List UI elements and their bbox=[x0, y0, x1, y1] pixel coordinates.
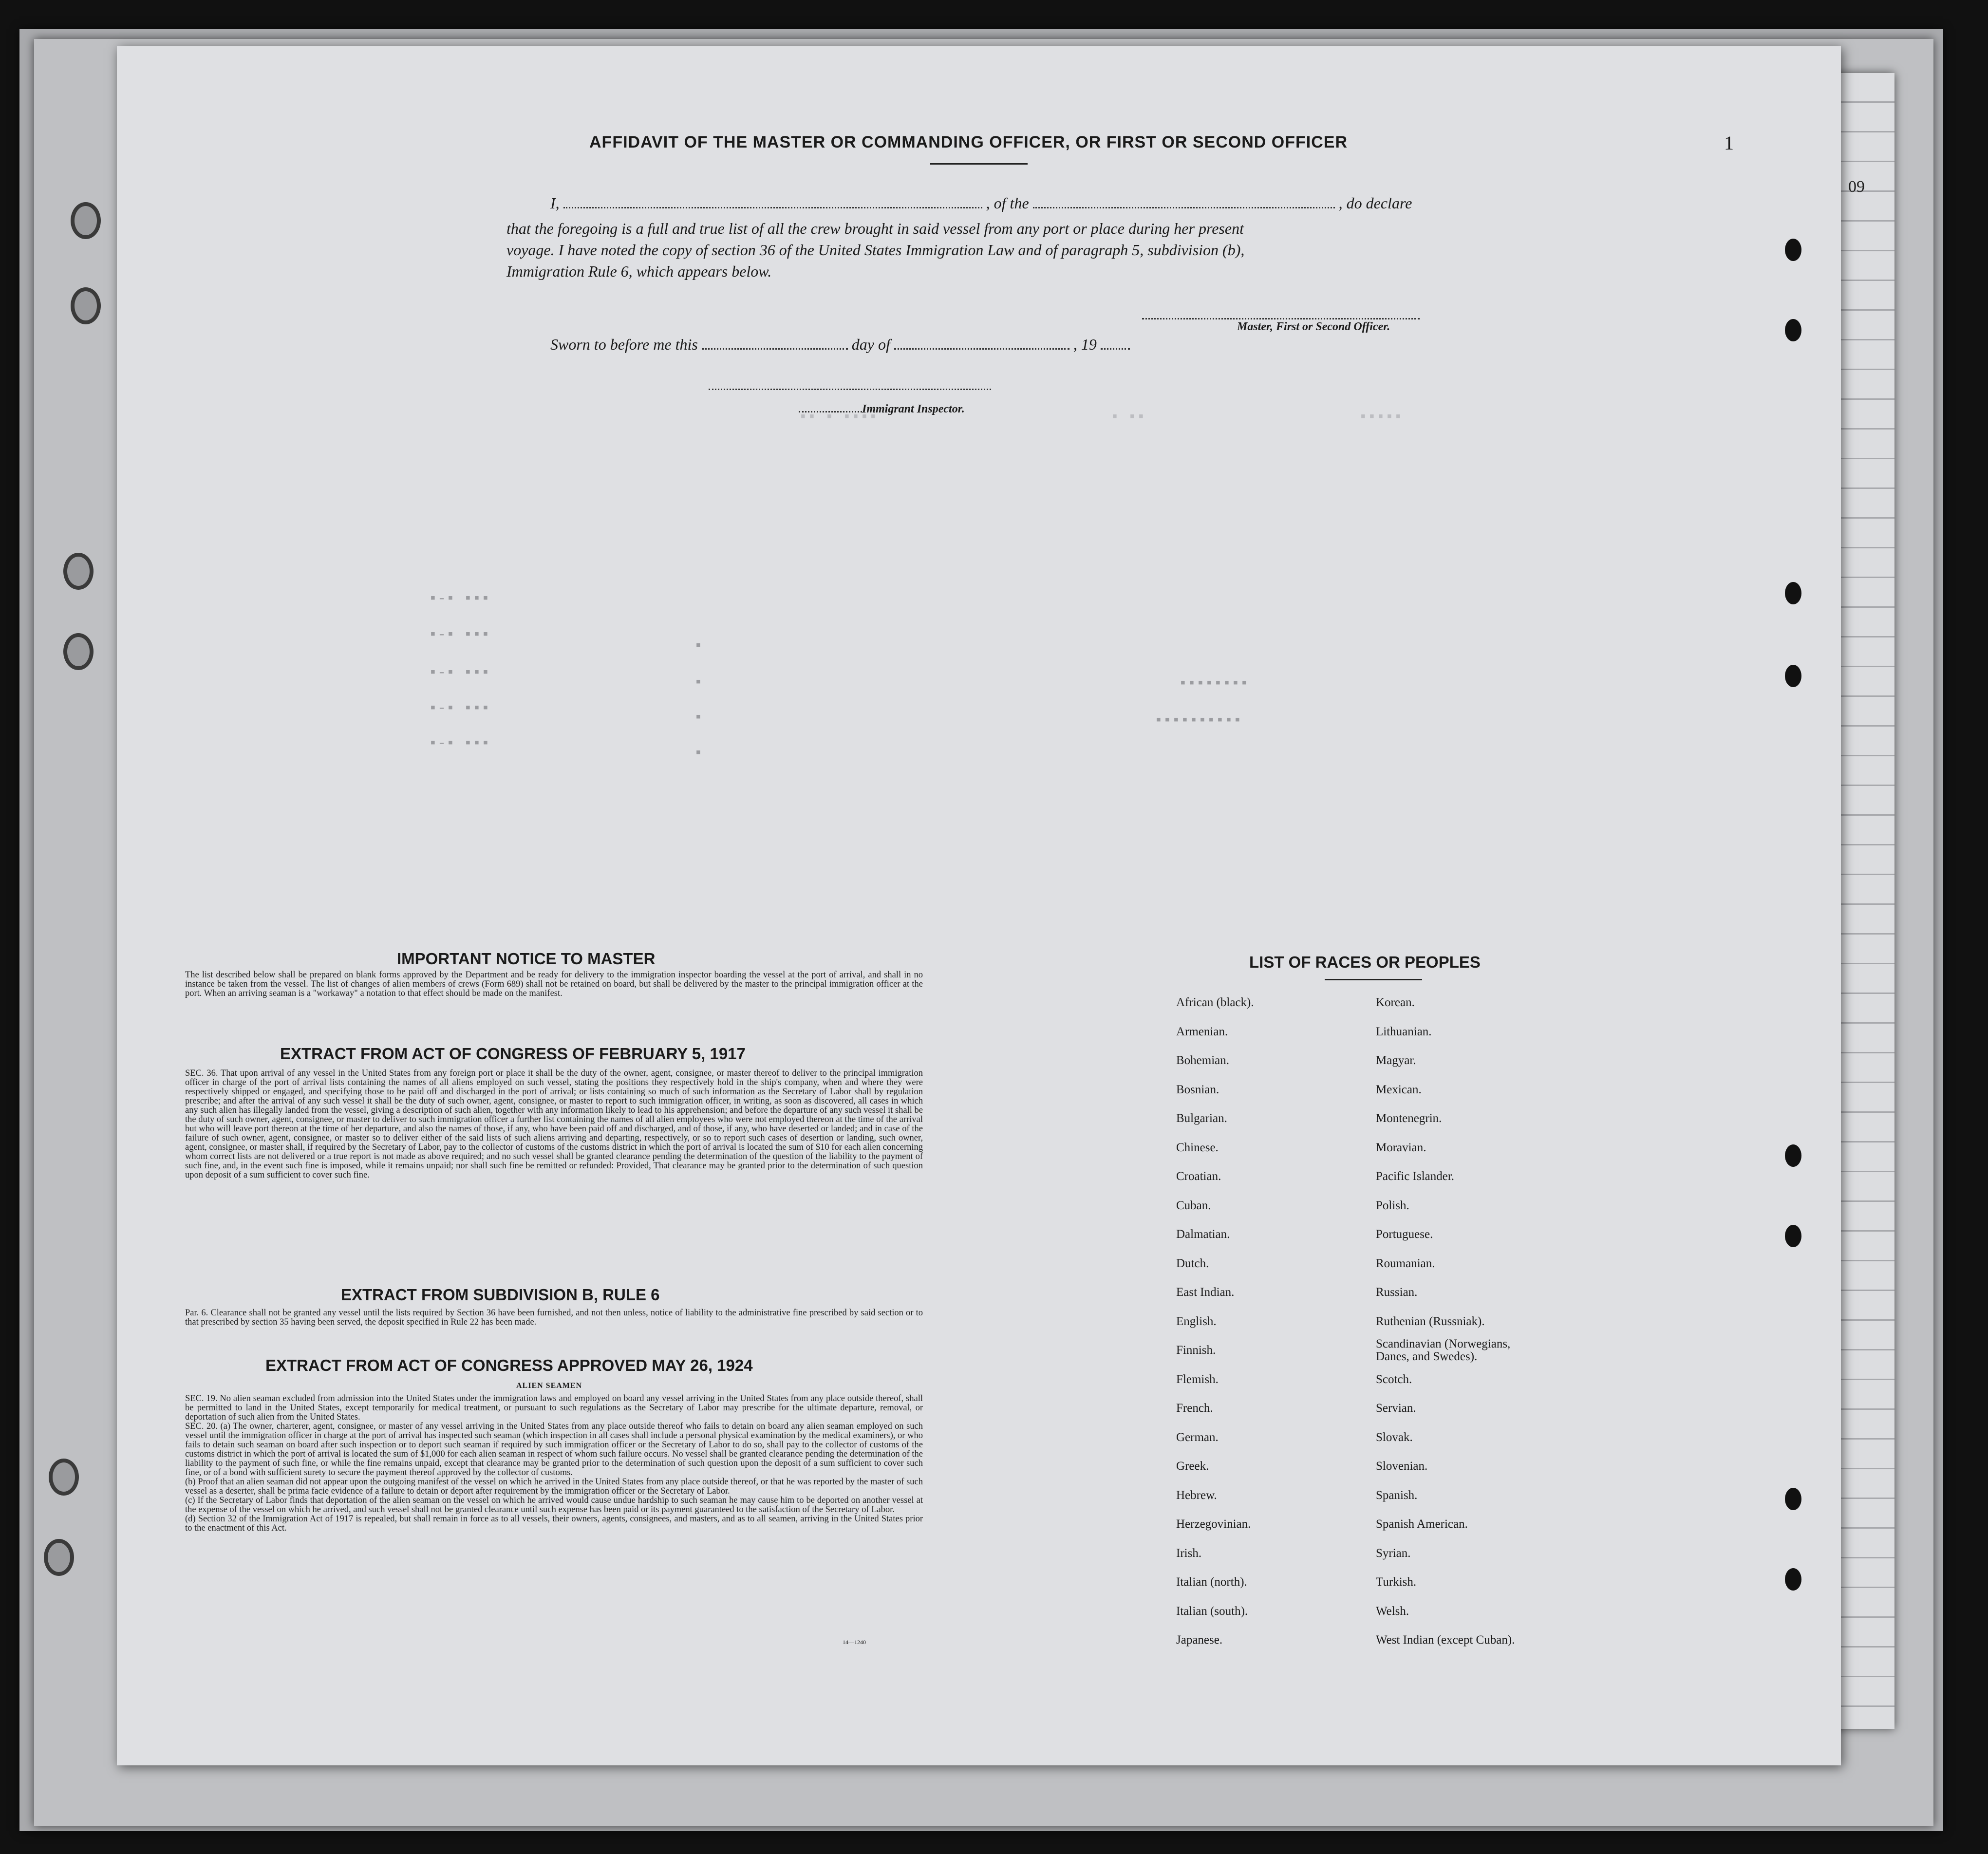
race-item: Chinese. bbox=[1176, 1141, 1219, 1154]
bleed-through-mark: ▪-▪ ▪▪▪ bbox=[429, 591, 490, 607]
race-item: Croatian. bbox=[1176, 1170, 1221, 1183]
race-item: English. bbox=[1176, 1314, 1217, 1328]
affidavit-line1: I, , of the , do declare bbox=[550, 194, 1412, 212]
race-item: Magyar. bbox=[1376, 1054, 1416, 1067]
races-title-rule bbox=[1325, 979, 1422, 980]
race-item: Pacific Islander. bbox=[1376, 1170, 1455, 1183]
race-item: Italian (south). bbox=[1176, 1604, 1248, 1618]
bleed-through-mark: ▪▪▪▪▪ bbox=[1359, 409, 1403, 426]
race-item: Greek. bbox=[1176, 1460, 1209, 1473]
race-item: West Indian (except Cuban). bbox=[1376, 1633, 1515, 1647]
punch-hole bbox=[1785, 582, 1801, 604]
race-item: Cuban. bbox=[1176, 1199, 1211, 1212]
margin-mark: 09 bbox=[1848, 178, 1865, 196]
binder-hole bbox=[44, 1539, 74, 1576]
race-item: Slovak. bbox=[1376, 1430, 1413, 1444]
master-caption: Master, First or Second Officer. bbox=[1237, 320, 1390, 333]
extract-1924-subtitle: ALIEN SEAMEN bbox=[516, 1382, 582, 1390]
race-item: Scandinavian (Norwegians, Danes, and Swedes). bbox=[1376, 1337, 1511, 1363]
sec-19: SEC. 19. No alien seaman excluded from admission into the United States under the immigration laws and employed on board any vessel arriving in the United States from any place outside thereof, shall be permitted to land in the United States, except temporarily for medical treatment, or pursuant to such regulations as the Secretary of Labor may prescribe for the ultimate departure, removal, or deportation of such alien from the United States. bbox=[185, 1394, 923, 1422]
race-item: Lithuanian. bbox=[1376, 1025, 1432, 1038]
race-item: German. bbox=[1176, 1430, 1219, 1444]
binder-hole bbox=[71, 287, 101, 324]
sworn-line: Sworn to before me this day of , 19 bbox=[550, 334, 1130, 355]
bleed-through-mark: ▪▪▪▪▪▪▪▪ bbox=[1179, 675, 1249, 692]
race-item: Flemish. bbox=[1176, 1372, 1219, 1386]
binder-hole bbox=[63, 553, 94, 590]
affidavit-title: AFFIDAVIT OF THE MASTER OR COMMANDING OFFICER, OR FIRST OR SECOND OFFICER bbox=[589, 133, 1348, 151]
race-item: French. bbox=[1176, 1402, 1213, 1415]
race-item: East Indian. bbox=[1176, 1286, 1235, 1299]
punch-hole bbox=[1785, 319, 1801, 341]
affidavit-line2: that the foregoing is a full and true list of all the crew brought in said vessel from any port or place during her present bbox=[506, 220, 1244, 237]
races-title: LIST OF RACES OR PEOPLES bbox=[1249, 953, 1481, 971]
page-mark: 1 bbox=[1724, 132, 1734, 154]
race-item: Welsh. bbox=[1376, 1604, 1409, 1618]
race-item: Montenegrin. bbox=[1376, 1112, 1442, 1125]
bleed-through-mark: ▪ bbox=[694, 674, 703, 691]
inspector-line: Immigrant Inspector. bbox=[799, 403, 965, 416]
race-item: Korean. bbox=[1376, 996, 1415, 1009]
inspector-signature-field[interactable] bbox=[709, 384, 991, 393]
bleed-through-mark: ▪ bbox=[694, 710, 703, 726]
binder-hole bbox=[49, 1459, 79, 1496]
notice-title: IMPORTANT NOTICE TO MASTER bbox=[397, 950, 656, 968]
title-rule bbox=[930, 163, 1028, 165]
form-page bbox=[117, 46, 1841, 1765]
race-item: Herzegovinian. bbox=[1176, 1517, 1251, 1531]
binder-hole bbox=[63, 633, 94, 670]
bleed-through-mark: ▪ bbox=[694, 638, 703, 655]
binder-hole bbox=[71, 202, 101, 239]
race-item: Mexican. bbox=[1376, 1083, 1422, 1096]
race-item: Spanish. bbox=[1376, 1488, 1418, 1502]
extract-rule6-title: EXTRACT FROM SUBDIVISION B, RULE 6 bbox=[341, 1286, 660, 1304]
race-item: Slovenian. bbox=[1376, 1460, 1428, 1473]
race-item: Ruthenian (Russniak). bbox=[1376, 1314, 1485, 1328]
race-item: Dalmatian. bbox=[1176, 1228, 1230, 1241]
bleed-through-mark: ▪ bbox=[694, 745, 703, 762]
sec-20d: (d) Section 32 of the Immigration Act of 1917 is repealed, but shall remain in force as to all vessels, their owners, agents, consignees, and masters, and as to all seamen, arriving in the United States prior to the enactment of this Act. bbox=[185, 1514, 923, 1533]
sworn-month-field[interactable] bbox=[894, 348, 1069, 350]
extract-1924-title: EXTRACT FROM ACT OF CONGRESS APPROVED MAY 26, 1924 bbox=[265, 1356, 753, 1374]
race-item: Bohemian. bbox=[1176, 1054, 1230, 1067]
bleed-through-mark: ▪▪ ▪ ▪▪▪▪ bbox=[799, 409, 878, 426]
race-item: Scotch. bbox=[1376, 1372, 1412, 1386]
race-item: Syrian. bbox=[1376, 1546, 1411, 1560]
extract-1924-body bbox=[185, 1394, 923, 1533]
punch-hole bbox=[1785, 239, 1801, 261]
race-item: Armenian. bbox=[1176, 1025, 1228, 1038]
extract-1917-title: EXTRACT FROM ACT OF CONGRESS OF FEBRUARY 5, 1917 bbox=[280, 1045, 746, 1063]
race-item: Dutch. bbox=[1176, 1256, 1209, 1270]
bleed-through-mark: ▪-▪ ▪▪▪ bbox=[429, 627, 490, 643]
notice-body: The list described below shall be prepared on blank forms approved by the Department and be ready for delivery to the immigration inspector boarding the vessel at the port of arrival, and shall in no instance be taken from the vessel. The list of changes of alien members of crews (Form 689) shall not be retained on board, but shall be delivered by the master to the principal immigration officer at the port. When an arriving seaman is a "workaway" a notation to that effect should be made on the manifest. bbox=[185, 970, 923, 998]
sworn-year-field[interactable] bbox=[1101, 348, 1130, 350]
race-item: Russian. bbox=[1376, 1286, 1418, 1299]
race-item: Portuguese. bbox=[1376, 1228, 1433, 1241]
race-item: Moravian. bbox=[1376, 1141, 1426, 1154]
name-field[interactable] bbox=[563, 206, 982, 208]
bleed-through-mark: ▪-▪ ▪▪▪ bbox=[429, 735, 490, 752]
race-item: Polish. bbox=[1376, 1199, 1409, 1212]
race-item: Hebrew. bbox=[1176, 1488, 1217, 1502]
form-number: 14—1240 bbox=[843, 1639, 866, 1646]
sworn-day-field[interactable] bbox=[702, 348, 848, 350]
race-item: Japanese. bbox=[1176, 1633, 1223, 1647]
sec-20a: SEC. 20. (a) The owner, charterer, agent, consignee, or master of any vessel arriving in the United States from any place outside thereof who fails to detain on board any alien seaman employed on such vessel until the immigration officer in charge at the port of arrival has inspected such seaman (which inspection in all cases shall include a personal physical examination by the medical examiners), or who fails to detain such seaman on board after such inspection or to deport such seaman if required by such immigration officer or the Secretary of Labor to do so, shall pay to the collector of customs of the customs district in which the port of arrival is located the sum of $1,000 for each alien seaman in respect of whom such failure occurs. No vessel shall be granted clearance pending the determination of the liability to the payment of such fine, or while the fine remains unpaid, except that clearance may be granted prior to the determination of such question upon the deposit of a sum sufficient to cover such fine, or of a bond with sufficient surety to secure the payment thereof approved by the collector of customs. bbox=[185, 1422, 923, 1478]
extract-rule6-body: Par. 6. Clearance shall not be granted any vessel until the lists required by Section 36 have been furnished, and not then unless, notice of liability to the administrative fine prescribed by said section or to that prescribed by section 35 having been served, the deposit specified in Rule 22 has been made. bbox=[185, 1308, 923, 1327]
bleed-through-mark: ▪-▪ ▪▪▪ bbox=[429, 700, 490, 717]
race-item: Bosnian. bbox=[1176, 1083, 1219, 1096]
affidavit-line3: voyage. I have noted the copy of section 36 of the United States Immigration Law and of paragraph 5, subdivision (b), bbox=[506, 241, 1245, 259]
punch-hole bbox=[1785, 665, 1801, 687]
bleed-through-mark: ▪-▪ ▪▪▪ bbox=[429, 665, 490, 681]
sec-20b: (b) Proof that an alien seaman did not appear upon the outgoing manifest of the vessel on which he arrived in the United States from any place outside thereof, or that he was reported by the master of such vessel as a deserter, shall be prima facie evidence of a failure to detain or deport after requirement by the immigration officer or the Secretary of Labor. bbox=[185, 1477, 923, 1496]
race-item: African (black). bbox=[1176, 996, 1254, 1009]
punch-hole bbox=[1785, 1568, 1801, 1591]
affidavit-line4: Immigration Rule 6, which appears below. bbox=[506, 262, 772, 280]
punch-hole bbox=[1785, 1144, 1801, 1167]
punch-hole bbox=[1785, 1488, 1801, 1510]
race-item: Finnish. bbox=[1176, 1344, 1216, 1357]
sec-20c: (c) If the Secretary of Labor finds that deportation of the alien seaman on the vessel on which he arrived would cause undue hardship to such seaman he may cause him to be deported on another vessel at the expense of the vessel on which he arrived, and such vessel shall not be granted clearance until such expense has been paid or its payment guaranteed to the satisfaction of the Secretary of Labor. bbox=[185, 1496, 923, 1515]
bleed-through-mark: ▪▪▪▪▪▪▪▪▪▪ bbox=[1154, 712, 1242, 729]
race-item: Bulgarian. bbox=[1176, 1112, 1227, 1125]
race-item: Spanish American. bbox=[1376, 1517, 1468, 1531]
race-item: Servian. bbox=[1376, 1402, 1416, 1415]
punch-hole bbox=[1785, 1225, 1801, 1247]
bleed-through-mark: ▪ ▪▪ bbox=[1110, 409, 1146, 426]
race-item: Italian (north). bbox=[1176, 1575, 1247, 1589]
vessel-field[interactable] bbox=[1033, 206, 1335, 208]
race-item: Turkish. bbox=[1376, 1575, 1417, 1589]
extract-1917-body: SEC. 36. That upon arrival of any vessel in the United States from any foreign port or place it shall be the duty of the owner, agent, consignee, or master thereof to deliver to the principal immigration officer in charge of the port of arrival lists containing the names of all aliens employed on such vessel, stating the positions they respectively hold in the ship's company, when and where they were respectively shipped or engaged, and specifying those to be paid off and discharged in the port of arrival; or lists containing so much of such information as the Secretary of Labor shall by regulation prescribe; and after the arrival of any such vessel it shall be the duty of such owner, agent, consignee, or master to report to such immigration officer, in writing, as soon as discovered, all cases in which any such alien has illegally landed from the vessel, giving a description of such alien, together with any information likely to lead to his apprehension; and before the departure of any such vessel it shall be the duty of such owner, agent, consignee, or master to deliver to such immigration officer a further list containing the names of all alien employees who were not employed thereon at the time of the arrival but who will leave port thereon at the time of her departure, and also the names of those, if any, who have been paid off and discharged, and of those, if any, who have deserted or landed; and in case of the failure of such owner, agent, consignee, or master so to deliver either of the said lists of such aliens arriving and departing, respectively, or so to report such cases of desertion or landing, such owner, agent, consignee, or master shall, if required by the Secretary of Labor, pay to the collector of customs of the customs district in which the port of arrival is located the sum of $10 for each alien concerning whom correct lists are not delivered or a true report is not made as above required; and no such vessel shall be granted clearance pending the determination of the question of the liability to the payment of such fine, and, in the event such fine is imposed, while it remains unpaid; nor shall such fine be remitted or refunded: Provided, That clearance may be granted prior to the determination of such question upon deposit of a sum sufficient to cover such fine. bbox=[185, 1068, 923, 1180]
race-item: Roumanian. bbox=[1376, 1256, 1435, 1270]
race-item: Irish. bbox=[1176, 1546, 1202, 1560]
